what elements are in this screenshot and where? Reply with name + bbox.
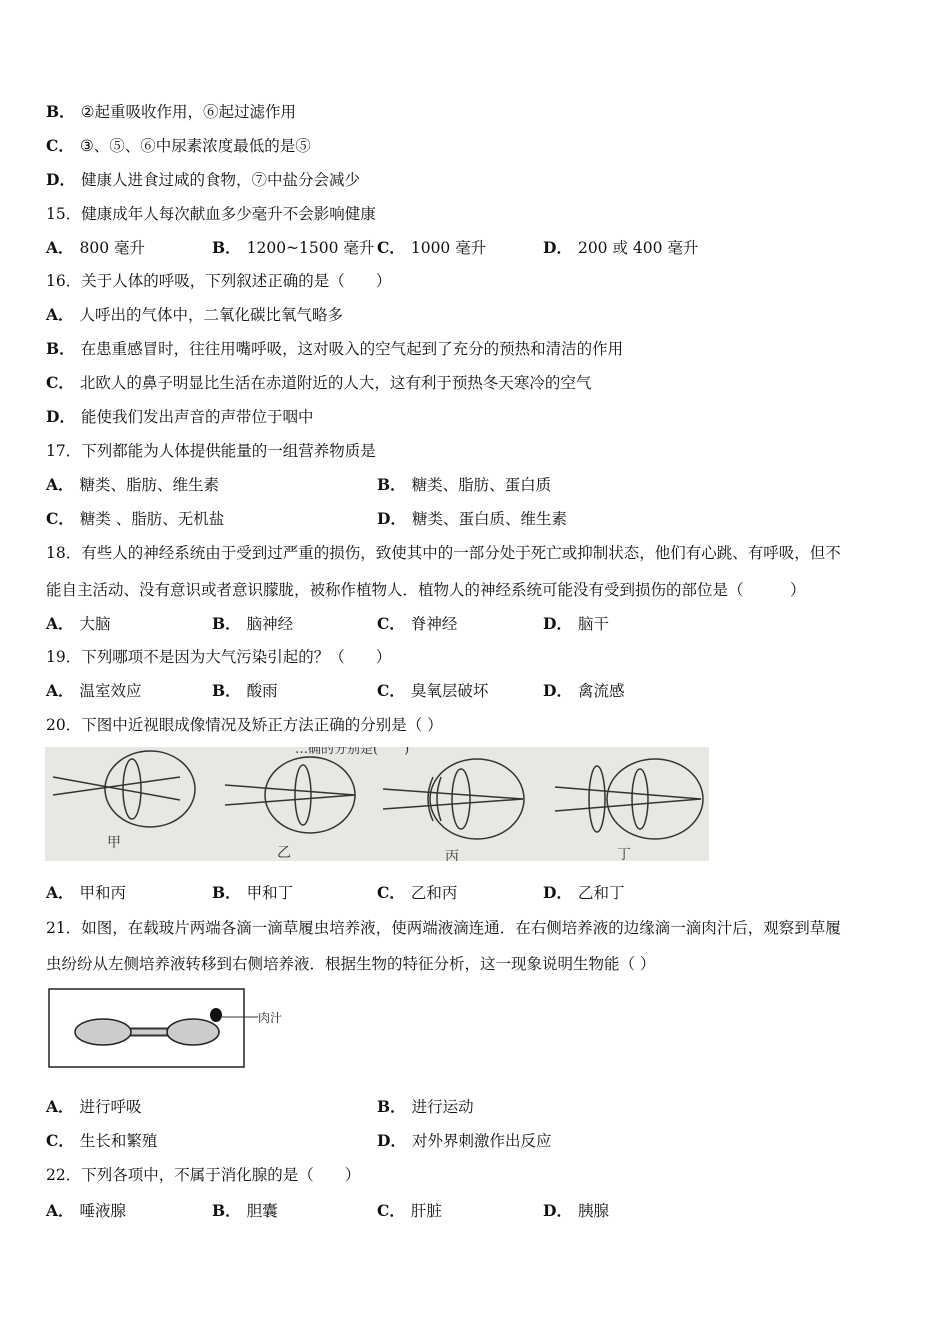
- q20-stem: 20．下图中近视眼成像情况及矫正方法正确的分别是（ ）: [46, 716, 443, 734]
- option-b: [212, 614, 293, 634]
- option-label: C．: [377, 238, 405, 257]
- right-drop: [167, 1019, 219, 1045]
- option-label: C．: [377, 883, 405, 902]
- option-label: C．: [377, 614, 405, 633]
- option-label: C．: [46, 373, 74, 392]
- option-label: D．: [377, 509, 406, 528]
- option-text: 乙和丙: [410, 884, 458, 902]
- option-label: D．: [543, 614, 572, 633]
- option-text: 胆囊: [246, 1202, 278, 1220]
- option-text: 800 毫升: [79, 239, 146, 257]
- q16-option-d: [46, 407, 313, 427]
- option-c: [377, 1201, 442, 1221]
- eye-diagram-figure: [45, 747, 709, 861]
- q21-stem-line2: 虫纷纷从左侧培养液转移到右侧培养液．根据生物的特征分析，这一现象说明生物能（ ）: [46, 955, 656, 973]
- option-text: 糖类、蛋白质、维生素: [411, 510, 567, 528]
- option-text: 脑干: [577, 615, 609, 633]
- q17-option-a: [46, 475, 219, 495]
- eye-jia: [53, 751, 195, 827]
- option-text: 温室效应: [79, 682, 142, 700]
- option-text: 健康人进食过咸的食物，⑦中盐分会减少: [80, 171, 360, 189]
- option-label: C．: [377, 1201, 405, 1220]
- option-b: [212, 681, 278, 701]
- option-label: D．: [543, 883, 572, 902]
- option-b: [212, 238, 374, 258]
- option-d: [543, 614, 609, 634]
- option-text: 大脑: [79, 615, 111, 633]
- option-label: A．: [46, 1097, 74, 1116]
- q17-option-d: [377, 509, 567, 529]
- option-text: 糖类、脂肪、维生素: [79, 476, 220, 494]
- q21-option-d: [377, 1131, 551, 1151]
- option-label: D．: [46, 407, 75, 426]
- q17-stem: 17．下列都能为人体提供能量的一组营养物质是: [46, 442, 376, 460]
- option-label: A．: [46, 883, 74, 902]
- left-drop: [75, 1019, 131, 1045]
- q19-stem: 19．下列哪项不是因为大气污染引起的？（ ）: [46, 648, 392, 666]
- option-c: [377, 681, 488, 701]
- option-label: A．: [46, 1201, 74, 1220]
- q21-option-b: [377, 1097, 474, 1117]
- option-text: 唾液腺: [79, 1202, 127, 1220]
- option-label: B．: [212, 883, 241, 902]
- option-text: 糖类、脂肪、蛋白质: [411, 476, 552, 494]
- option-label: B．: [46, 102, 75, 121]
- option-label: C．: [46, 1131, 74, 1150]
- option-label: D．: [46, 170, 75, 189]
- option-text: 脊神经: [410, 615, 458, 633]
- q18-stem-line2: 能自主活动、没有意识或者意识朦胧，被称作植物人．植物人的神经系统可能没有受到损伤的部位是（ ）: [46, 581, 806, 599]
- q21-option-a: [46, 1097, 142, 1117]
- option-a: [46, 883, 126, 903]
- q14-option-c: [46, 136, 311, 156]
- q16-option-c: [46, 373, 591, 393]
- option-text: 乙和丁: [577, 884, 625, 902]
- option-text: 臭氧层破坏: [410, 682, 489, 700]
- option-text: 甲和丁: [246, 884, 294, 902]
- option-c: [377, 614, 457, 634]
- option-text: 能使我们发出声音的声带位于咽中: [80, 408, 314, 426]
- option-text: 200 或 400 毫升: [577, 239, 699, 257]
- option-label: C．: [46, 136, 74, 155]
- option-label: B．: [46, 339, 75, 358]
- option-label: B．: [212, 614, 241, 633]
- option-b: [212, 883, 293, 903]
- eye-bing: [383, 759, 524, 839]
- option-label: A．: [46, 305, 74, 324]
- option-c: [377, 883, 457, 903]
- option-text: 进行运动: [411, 1098, 474, 1116]
- option-b: [212, 1201, 278, 1221]
- option-a: [46, 238, 145, 258]
- meat-juice-label: 肉汁: [258, 1011, 283, 1025]
- option-text: 甲和丙: [79, 884, 127, 902]
- slide-diagram: [48, 988, 298, 1070]
- option-label: A．: [46, 681, 74, 700]
- option-label: B．: [212, 238, 241, 257]
- option-label: B．: [377, 475, 406, 494]
- option-label: A．: [46, 475, 74, 494]
- option-label: C．: [377, 681, 405, 700]
- option-text: 在患重感冒时，往往用嘴呼吸，这对吸入的空气起到了充分的预热和清洁的作用: [80, 340, 624, 358]
- q21-option-c: [46, 1131, 157, 1151]
- meat-juice-drop: [210, 1008, 222, 1022]
- option-d: [543, 238, 698, 258]
- option-label: B．: [377, 1097, 406, 1116]
- option-text: 1000 毫升: [410, 239, 487, 257]
- q21-stem-line1: 21．如图，在载玻片两端各滴一滴草履虫培养液，使两端液滴连通．在右侧培养液的边缘滴一滴肉汁后，观察到草履: [46, 919, 841, 937]
- option-label: C．: [46, 509, 74, 528]
- option-d: [543, 681, 624, 701]
- option-label: B．: [212, 681, 241, 700]
- option-text: 进行呼吸: [79, 1098, 142, 1116]
- option-text: 北欧人的鼻子明显比生活在赤道附近的人大，这有利于预热冬天寒冷的空气: [79, 374, 592, 392]
- option-c: [377, 238, 486, 258]
- option-label: A．: [46, 238, 74, 257]
- option-a: [46, 1201, 126, 1221]
- option-label: D．: [543, 681, 572, 700]
- eye-yi: [225, 757, 355, 833]
- option-d: [543, 1201, 609, 1221]
- option-text: 胰腺: [577, 1202, 609, 1220]
- option-text: 肝脏: [410, 1202, 442, 1220]
- option-text: 1200~1500 毫升: [246, 239, 375, 257]
- option-label: B．: [212, 1201, 241, 1220]
- label-jia: 甲: [107, 835, 121, 851]
- q14-option-b: [46, 102, 296, 122]
- q14-option-d: [46, 170, 360, 190]
- option-text: 脑神经: [246, 615, 294, 633]
- q15-stem: 15．健康成年人每次献血多少毫升不会影响健康: [46, 205, 376, 223]
- option-label: D．: [377, 1131, 406, 1150]
- eye-diagram: [45, 747, 709, 861]
- option-text: 酸雨: [246, 682, 278, 700]
- option-text: ②起重吸收作用，⑥起过滤作用: [80, 103, 297, 121]
- option-label: D．: [543, 238, 572, 257]
- slide-figure: [48, 988, 298, 1070]
- q17-option-c: [46, 509, 224, 529]
- option-text: 禽流感: [577, 682, 625, 700]
- label-yi: 乙: [277, 845, 291, 861]
- option-d: [543, 883, 624, 903]
- label-ding: 丁: [617, 847, 631, 861]
- eye-ding: [555, 759, 703, 839]
- q18-stem-line1: 18．有些人的神经系统由于受到过严重的损伤，致使其中的一部分处于死亡或抑制状态，他们有心跳、有呼吸，但不: [46, 544, 841, 562]
- label-bing: 丙: [445, 849, 459, 861]
- q17-option-b: [377, 475, 551, 495]
- option-text: 生长和繁殖: [79, 1132, 158, 1150]
- option-label: A．: [46, 614, 74, 633]
- option-text: ③、⑤、⑥中尿素浓度最低的是⑤: [79, 137, 311, 155]
- q22-stem: 22．下列各项中，不属于消化腺的是（ ）: [46, 1166, 361, 1184]
- option-a: [46, 681, 142, 701]
- option-text: 人呼出的气体中，二氧化碳比氧气略多: [79, 306, 344, 324]
- q16-option-a: [46, 305, 343, 325]
- q16-option-b: [46, 339, 623, 359]
- option-text: 对外界刺激作出反应: [411, 1132, 552, 1150]
- option-text: 糖类 、脂肪、无机盐: [79, 510, 225, 528]
- q16-stem: 16．关于人体的呼吸，下列叙述正确的是（ ）: [46, 272, 392, 290]
- option-a: [46, 614, 111, 634]
- figure-header-text: …确的分别是( ): [295, 747, 410, 757]
- option-label: D．: [543, 1201, 572, 1220]
